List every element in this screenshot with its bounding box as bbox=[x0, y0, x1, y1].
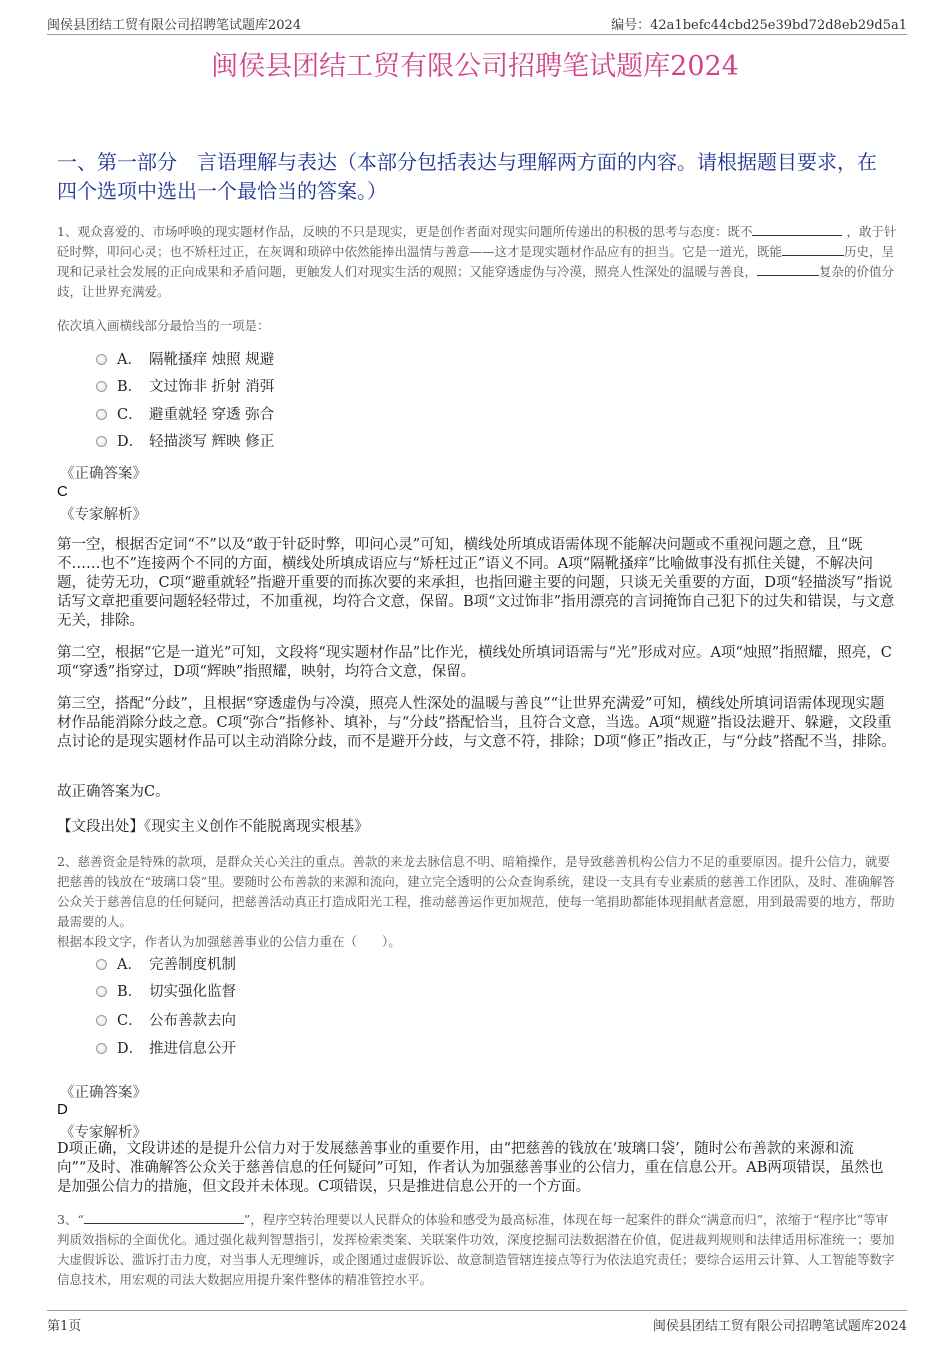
q2-answer: D bbox=[57, 1101, 68, 1118]
radio-icon[interactable] bbox=[96, 986, 107, 997]
radio-icon[interactable] bbox=[96, 959, 107, 970]
q2-analysis-label: 《专家解析》 bbox=[60, 1125, 147, 1141]
page-footer bbox=[47, 1310, 907, 1333]
radio-icon[interactable] bbox=[96, 354, 107, 365]
q1-answer: C bbox=[57, 483, 68, 500]
q2-option-a[interactable]: A． 完善制度机制 bbox=[96, 955, 236, 975]
q1-blank-3 bbox=[757, 263, 819, 276]
header-doc-title: 闽侯县团结工贸有限公司招聘笔试题库2024 bbox=[47, 18, 302, 33]
q1-option-a[interactable]: A． 隔靴搔痒 烛照 规避 bbox=[96, 350, 274, 370]
footer-doc-title: 闽侯县团结工贸有限公司招聘笔试题库2024 bbox=[652, 1319, 907, 1334]
q1-option-c[interactable]: C． 避重就轻 穿透 弥合 bbox=[96, 405, 274, 425]
q1-option-d[interactable]: D． 轻描淡写 辉映 修正 bbox=[96, 432, 274, 452]
q2-answer-label: 《正确答案》 bbox=[60, 1085, 147, 1101]
q1-text-c: 历史，呈现和记录社会发展的正向成果和矛盾问题，更触发人们对现实生活的观照；又能穿透虚伪与冷漠，照亮人性深处的温暖与善良， bbox=[57, 244, 895, 279]
question-2-text: 2、慈善资金是特殊的款项，是群众关心关注的重点。善款的来龙去脉信息不明、暗箱操作，是导致慈善机构公信力不足的重要原因。提升公信力，就要把慈善的钱放在“玻璃口袋”里。要随时公布善款的来源和流向，建立完全透明的公众查询系统，建设一支具有专业素质的慈善工作团队，及时、准确解答公众关于慈善信息的任何疑问，把慈善活动真正打造成阳光工程，推动慈善运作更加规范，使每一笔捐助都能体现捐献者意愿，用到最需要的地方，帮助最需要的人。 bbox=[57, 854, 895, 929]
page-header bbox=[47, 12, 907, 35]
q1-option-b[interactable]: B． 文过饰非 折射 消弭 bbox=[96, 377, 274, 397]
q2-option-c[interactable]: C． 公布善款去向 bbox=[96, 1011, 236, 1031]
q2-option-d[interactable]: D． 推进信息公开 bbox=[96, 1039, 236, 1059]
question-3-text: 3、“ ”，程序空转治理要以人民群众的体验和感受为最高标准，体现在每一起案件的群众“满意而归”，浓缩于“程序比”等审判质效指标的全面优化。通过强化裁判智慧指引，发挥检索类案、关联案件功效，深度挖掘司法数据潜在价值，促进裁判规则和法律适用标准统一；要加大虚假诉讼、滥诉打击力度，对当事人无理缠诉，或企图通过虚假诉讼、故意制造管辖连接点等行为依法追究责任；要综合运用云计算、人工智能等数字信息技术，用宏观的司法大数据应用提升案件整体的精准管控水平。 bbox=[57, 1212, 895, 1287]
q1-analysis-p1: 第一空，根据否定词“不”以及“敢于针砭时弊，叩问心灵”可知，横线处所填成语需体现不能解决问题或不重视问题之意，且“既不……也不”连接两个不同的方面，横线处所填成语应与“矫枉过正”语义不同。A项“隔靴搔痒”比喻做事没有抓住关键，不解决问题，徒劳无功，C项“避重就轻”指避开重要的而拣次要的来承担，也指回避主要的问题，只谈无关重要的方面，D项“轻描淡写”指说话写文章把重要问题轻轻带过，不加重视，均符合文意，保留。B项“文过饰非”指用漂亮的言词掩饰自己犯下的过失和错误，与文意无关，排除。 bbox=[57, 537, 895, 629]
radio-icon[interactable] bbox=[96, 1043, 107, 1054]
radio-icon[interactable] bbox=[96, 409, 107, 420]
q1-analysis-label: 《专家解析》 bbox=[60, 507, 147, 523]
q2-prompt: 根据本段文字，作者认为加强慈善事业的公信力重在（ ）。 bbox=[57, 934, 401, 949]
q1-analysis-p4: 故正确答案为C。 bbox=[57, 784, 170, 800]
q1-analysis-p2: 第二空，根据“它是一道光”可知，文段将“现实题材作品”比作光，横线处所填词语需与“光”形成对应。A项“烛照”指照耀，照亮，C项“穿透”指穿过，D项“辉映”指照耀，映射，均符合文意，保留。 bbox=[57, 645, 892, 680]
radio-icon[interactable] bbox=[96, 1015, 107, 1026]
q2-option-b[interactable]: B． 切实强化监督 bbox=[96, 982, 236, 1002]
radio-icon[interactable] bbox=[96, 381, 107, 392]
q1-answer-label: 《正确答案》 bbox=[60, 466, 147, 482]
q2-analysis: D项正确，文段讲述的是提升公信力对于发展慈善事业的重要作用，由“把慈善的钱放在‘玻璃口袋’，随时公布善款的来源和流向”“及时、准确解答公众关于慈善信息的任何疑问”可知，作者认为加强慈善事业的公信力，重在信息公开。AB两项错误，虽然也是加强公信力的措施，但文段并未体现。C项错误，只是推进信息公开的一个方面。 bbox=[57, 1141, 884, 1195]
q1-prompt: 依次填入画横线部分最恰当的一项是： bbox=[57, 318, 270, 333]
q1-analysis-p3: 第三空，搭配“分歧”，且根据“穿透虚伪与冷漠，照亮人性深处的温暖与善良”“让世界充满爱”可知，横线处所填词语需体现现实题材作品能消除分歧之意。C项“弥合”指修补、填补，与“分歧”搭配恰当，且符合文意，当选。A项“规避”指设法避开、躲避，文段重点讨论的是现实题材作品可以主动消除分歧，而不是避开分歧，与文意不符，排除；D项“修正”指改正，与“分歧”搭配不当，排除。 bbox=[57, 696, 896, 750]
q1-blank-2 bbox=[782, 243, 844, 256]
question-1-text bbox=[57, 222, 897, 302]
header-doc-id: 编号：42a1befc44cbd25e39bd72d8eb29d5a1 bbox=[611, 18, 907, 33]
q1-text-d: 复杂的价值分歧，让世界充满爱。 bbox=[57, 264, 895, 299]
q3-blank bbox=[84, 1211, 244, 1224]
q1-source: 【文段出处】《现实主义创作不能脱离现实根基》 bbox=[57, 819, 369, 835]
q1-blank-1 bbox=[752, 223, 842, 236]
q1-text-a: 1、观众喜爱的、市场呼唤的现实题材作品，反映的不只是现实，更是创作者面对现实问题所传递出的积极的思考与态度：既不 bbox=[57, 224, 753, 239]
page-title: 闽侯县团结工贸有限公司招聘笔试题库2024 bbox=[211, 51, 739, 82]
section-heading: 一、第一部分 言语理解与表达（本部分包括表达与理解两方面的内容。请根据题目要求，在四个选项中选出一个最恰当的答案。） bbox=[57, 150, 877, 203]
q1-text-b: ，敢于针砭时弊，叩问心灵；也不矫枉过正，在灰调和琐碎中依然能捧出温情与善意——这才是现实题材作品应有的担当。它是一道光，既能 bbox=[57, 224, 897, 259]
page-number: 第1页 bbox=[47, 1319, 82, 1334]
radio-icon[interactable] bbox=[96, 436, 107, 447]
